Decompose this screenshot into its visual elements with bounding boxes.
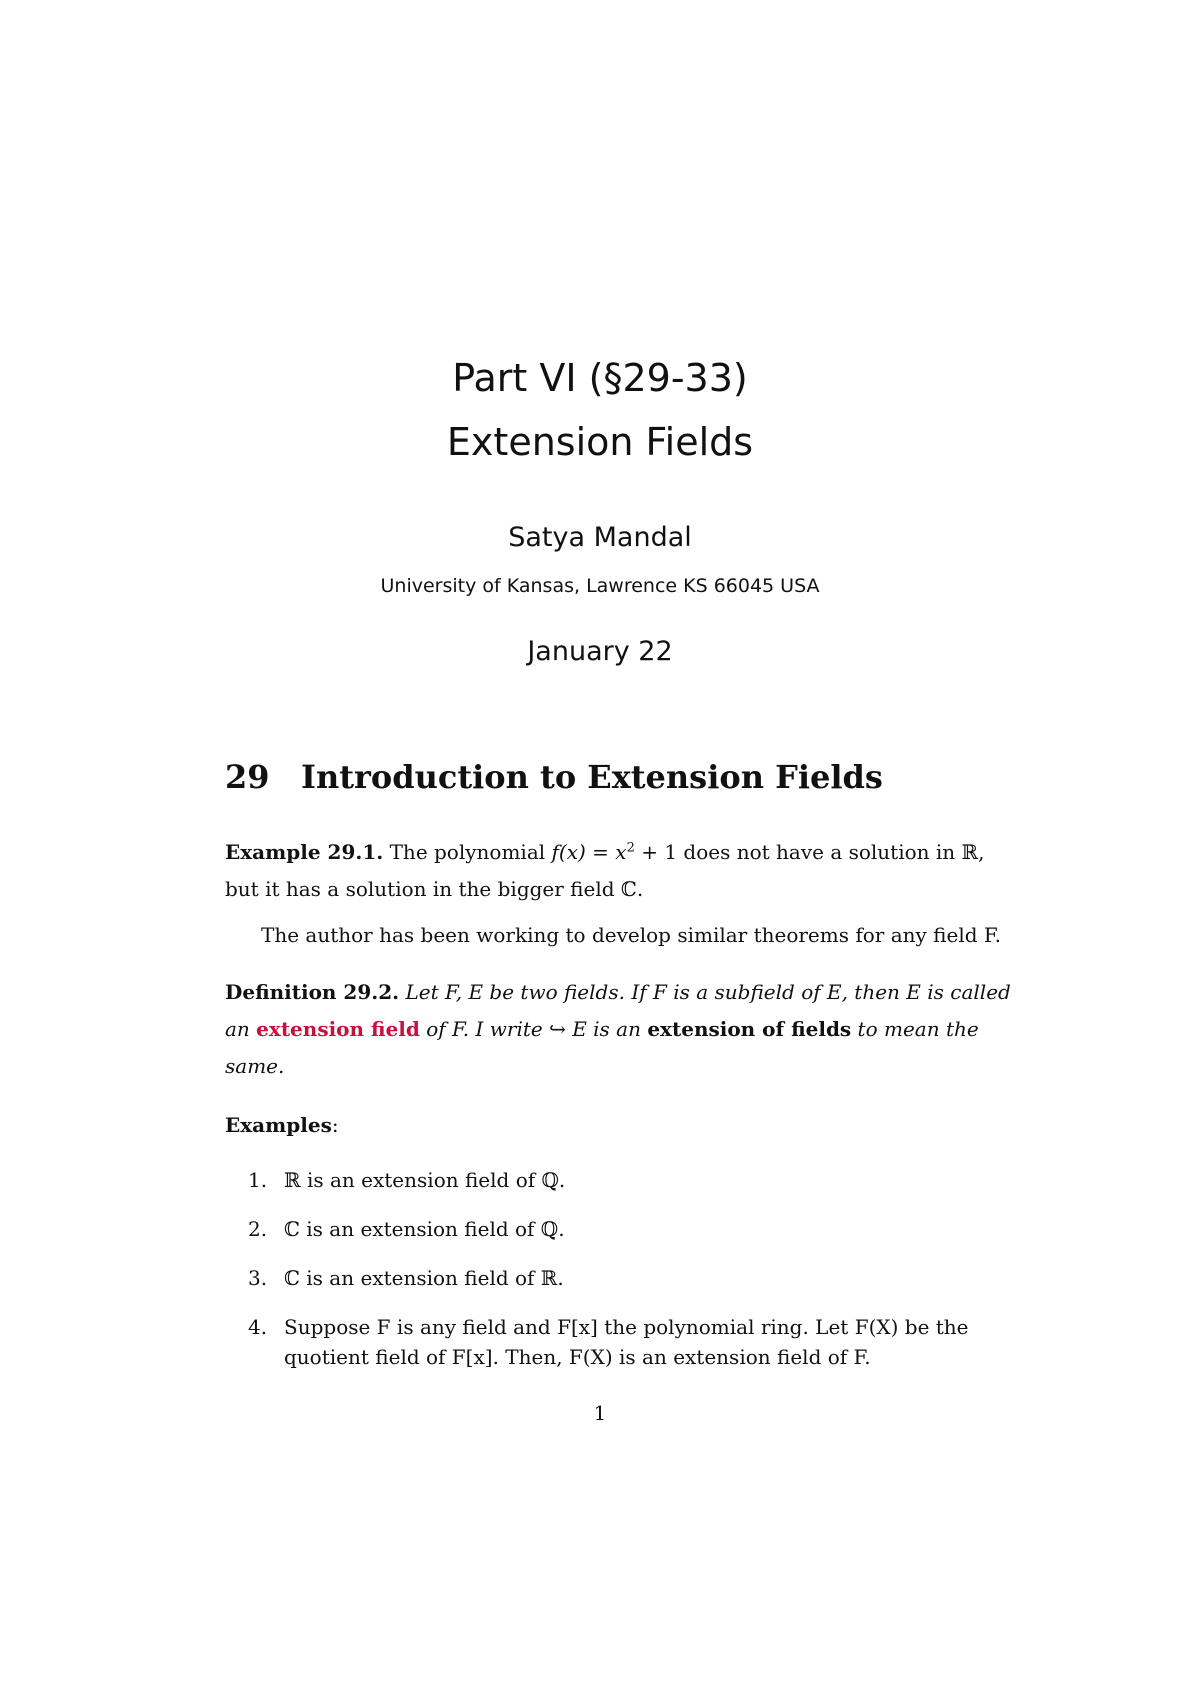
author-paragraph: The author has been working to develop similar theorems for any field F. (261, 923, 1002, 947)
definition-label: Definition 29.2. (225, 980, 400, 1004)
title-part: Part VI (§29-33) (452, 356, 748, 400)
list-item-number: 1. (248, 1168, 268, 1192)
list-item-text: ℂ is an extension field of ℝ. (284, 1266, 564, 1290)
example-29-1 (225, 834, 1015, 908)
polynomial-constant: + 1 (634, 840, 678, 864)
definition-29-2 (225, 974, 1015, 1085)
title-subject: Extension Fields (446, 420, 754, 464)
list-item (248, 1263, 1018, 1293)
list-item (248, 1312, 1018, 1372)
section-heading (225, 758, 883, 796)
section-number: 29 (225, 758, 270, 796)
definition-term-extension-of-fields: extension of fields (647, 1017, 852, 1041)
examples-heading-colon: : (331, 1113, 339, 1137)
list-item (248, 1165, 1018, 1195)
examples-heading-label: Examples (225, 1113, 332, 1137)
definition-text-a: Let F, E be two fields. If F is a subfield of E, then E is called an (225, 980, 1011, 1041)
author-name: Satya Mandal (508, 522, 692, 553)
list-item-number: 3. (248, 1266, 268, 1290)
examples-heading (225, 1107, 1015, 1144)
definition-text-b: of F. I write ↪ E is an (419, 1017, 648, 1041)
definition-term-extension-field: extension field (256, 1017, 420, 1041)
document-date: January 22 (527, 636, 673, 667)
definition-text-c: to mean the same. (225, 1017, 979, 1078)
list-item (248, 1214, 1018, 1244)
author-affiliation: University of Kansas, Lawrence KS 66045 USA (380, 575, 820, 597)
section-title: Introduction to Extension Fields (301, 758, 883, 796)
example-text-a: The polynomial (383, 840, 552, 864)
list-item-text: ℂ is an extension field of ℚ. (284, 1217, 565, 1241)
page-number: 1 (593, 1401, 607, 1425)
list-item-number: 2. (248, 1217, 268, 1241)
example-label: Example 29.1. (225, 840, 384, 864)
list-item-text: Suppose F is any field and F[x] the polynomial ring. Let F(X) be the quotient field of F[x]. Then, F(X) is an extension field of F. (284, 1315, 969, 1369)
polynomial-exponent: 2 (626, 840, 635, 856)
polynomial-expression: f(x) = x (551, 840, 627, 864)
example-text-b: does not have a solution in ℝ, but it has a solution in the bigger field ℂ. (225, 840, 985, 901)
list-item-number: 4. (248, 1315, 268, 1339)
list-item-text: ℝ is an extension field of ℚ. (284, 1168, 566, 1192)
